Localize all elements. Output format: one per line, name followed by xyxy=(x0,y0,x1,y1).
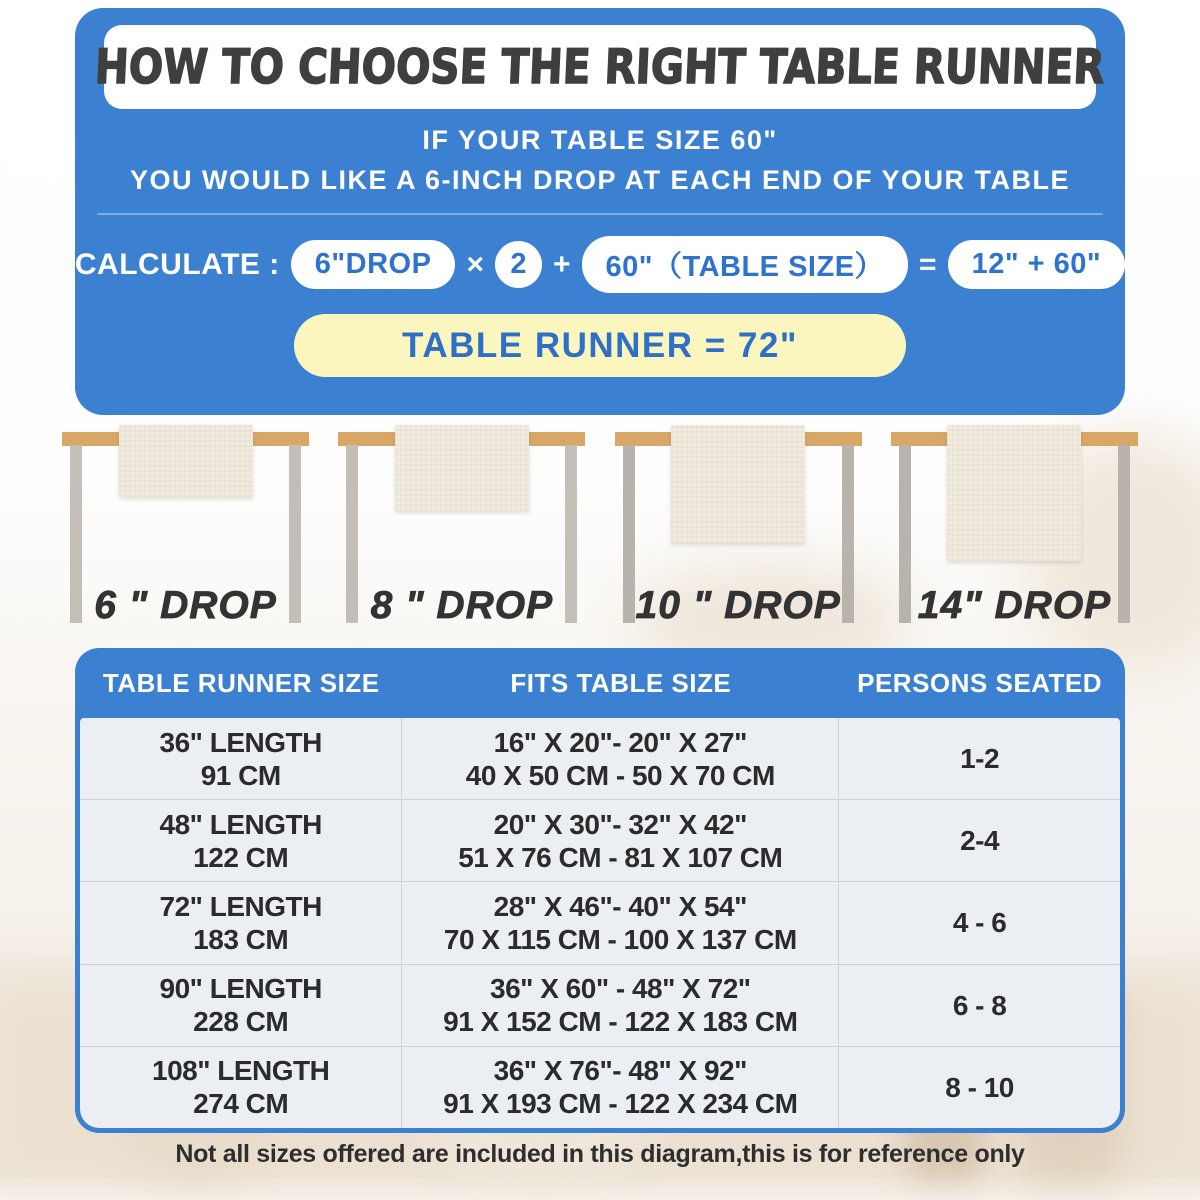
cell-runner-size: 48" LENGTH 122 CM xyxy=(80,800,402,881)
hero-banner xyxy=(75,8,1125,415)
runner-cloth xyxy=(119,425,253,497)
plus-operator: + xyxy=(552,247,571,281)
table-row xyxy=(80,799,1120,881)
cell-runner-size: 36" LENGTH 91 CM xyxy=(80,718,402,799)
cell-persons: 8 - 10 xyxy=(945,1071,1014,1103)
cell-fits-size: 16" X 20"- 20" X 27" 40 X 50 CM - 50 X 70 CM xyxy=(402,718,839,799)
cell-fits-size: 28" X 46"- 40" X 54" 70 X 115 CM - 100 X 137 CM xyxy=(402,882,839,963)
size-table-body xyxy=(80,718,1120,1128)
cell-persons: 6 - 8 xyxy=(952,989,1007,1021)
table-size-pill: 60"（TABLE SIZE） xyxy=(582,236,909,293)
cell-fits-size: 20" X 30"- 32" X 42" 51 X 76 CM - 81 X 107 CM xyxy=(402,800,839,881)
drop-figure-10 xyxy=(615,418,862,644)
title-box xyxy=(93,25,1107,109)
drop-figure-14 xyxy=(891,418,1138,644)
multiplier-badge: 2 xyxy=(495,241,542,288)
footnote: Not all sizes offered are included in this diagram,this is for reference only xyxy=(175,1140,1025,1168)
header-col-persons: PERSONS SEATED xyxy=(857,667,1103,698)
calculate-label: CALCULATE : xyxy=(74,247,280,281)
cell-persons: 2-4 xyxy=(960,825,1000,857)
table-row xyxy=(80,1046,1120,1128)
table-row xyxy=(80,964,1120,1046)
cell-runner-size: 72" LENGTH 183 CM xyxy=(80,882,402,963)
header-col-fits-size: FITS TABLE SIZE xyxy=(510,667,732,698)
subtitle-line-2: YOU WOULD LIKE A 6-INCH DROP AT EACH END OF YOUR TABLE xyxy=(129,165,1071,195)
runner-cloth xyxy=(395,425,529,511)
cell-runner-size: 108" LENGTH 274 CM xyxy=(80,1047,402,1128)
equals-operator: = xyxy=(919,247,937,281)
calculate-formula xyxy=(75,236,1125,293)
cell-persons: 1-2 xyxy=(960,743,1000,775)
subtitle-line-1: IF YOUR TABLE SIZE 60" xyxy=(422,125,778,155)
drop-figures xyxy=(62,418,1138,644)
size-table-panel xyxy=(75,648,1125,1133)
size-table-header xyxy=(80,648,1120,718)
banner-divider xyxy=(97,213,1103,215)
drop-label: 8 " DROP xyxy=(370,584,554,627)
drop-figure-6 xyxy=(62,418,309,644)
table-row xyxy=(80,718,1120,799)
runner-cloth xyxy=(671,425,805,543)
table-row xyxy=(80,881,1120,963)
drop-label: 6 " DROP xyxy=(94,584,277,627)
drop-label: 10 " DROP xyxy=(635,584,841,627)
times-operator: × xyxy=(466,247,484,281)
cell-runner-size: 90" LENGTH 228 CM xyxy=(80,965,402,1046)
sum-pill: 12" + 60" xyxy=(948,240,1126,289)
drop-value-pill: 6"DROP xyxy=(291,240,456,289)
runner-cloth xyxy=(947,425,1081,561)
cell-fits-size: 36" X 60" - 48" X 72" 91 X 152 CM - 122 X 183 CM xyxy=(402,965,839,1046)
runner-result-pill: TABLE RUNNER = 72" xyxy=(294,314,906,377)
page-title: HOW TO CHOOSE THE RIGHT TABLE RUNNER xyxy=(93,39,1107,95)
drop-label: 14" DROP xyxy=(917,584,1112,627)
cell-fits-size: 36" X 76"- 48" X 92" 91 X 193 CM - 122 X 234 CM xyxy=(402,1047,839,1128)
header-col-runner-size: TABLE RUNNER SIZE xyxy=(102,667,380,698)
cell-persons: 4 - 6 xyxy=(952,907,1007,939)
drop-figure-8 xyxy=(338,418,585,644)
